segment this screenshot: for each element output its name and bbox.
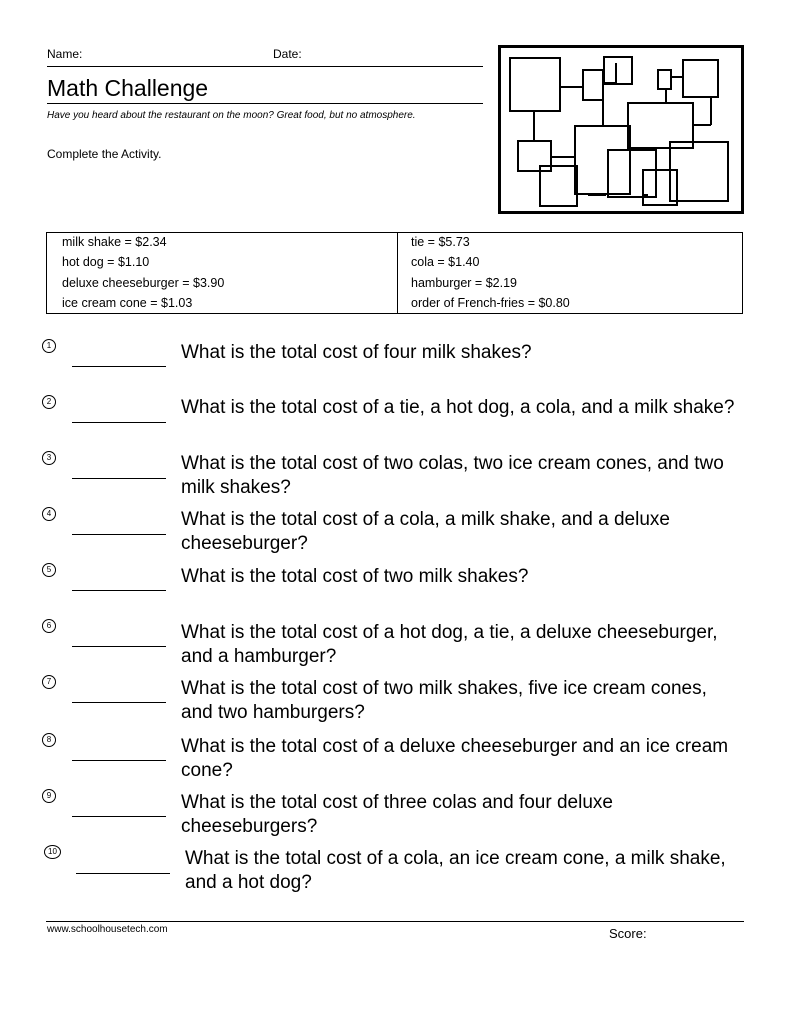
price-table-divider — [397, 233, 398, 313]
question-number-badge: 3 — [42, 451, 56, 465]
price-item: order of French-fries = $0.80 — [411, 296, 570, 310]
price-item: milk shake = $2.34 — [62, 235, 167, 249]
footer-url: www.schoolhousetech.com — [47, 924, 168, 935]
answer-blank-line[interactable] — [72, 760, 166, 761]
answer-blank-line[interactable] — [72, 646, 166, 647]
answer-blank-line[interactable] — [72, 534, 166, 535]
answer-blank-line[interactable] — [72, 702, 166, 703]
price-item: ice cream cone = $1.03 — [62, 296, 193, 310]
title-underline — [47, 103, 483, 104]
question-text: What is the total cost of a cola, an ice cream cone, a milk shake, and a hot dog? — [185, 848, 726, 893]
page-title: Math Challenge — [47, 75, 209, 101]
name-label: Name: — [47, 47, 83, 61]
answer-blank-line[interactable] — [72, 478, 166, 479]
question-text: What is the total cost of three colas and four deluxe cheeseburgers? — [181, 792, 613, 837]
answer-blank-line[interactable] — [72, 816, 166, 817]
question-text: What is the total cost of two milk shakes, five ice cream cones, and two hamburgers? — [181, 678, 707, 723]
question-text: What is the total cost of a tie, a hot dog, a cola, and a milk shake? — [181, 397, 735, 418]
question-number-badge: 9 — [42, 789, 56, 803]
question-text: What is the total cost of two milk shakes? — [181, 566, 529, 587]
question-text: What is the total cost of four milk shakes? — [181, 342, 532, 363]
question-text: What is the total cost of a deluxe cheeseburger and an ice cream cone? — [181, 736, 729, 781]
answer-blank-line[interactable] — [76, 873, 170, 874]
question-text: What is the total cost of a cola, a milk shake, and a deluxe cheeseburger? — [181, 509, 670, 554]
question-number-badge: 2 — [42, 395, 56, 409]
question-number-badge: 5 — [42, 563, 56, 577]
question-number-badge: 1 — [42, 339, 56, 353]
price-item: tie = $5.73 — [411, 235, 470, 249]
instructions-text: Complete the Activity. — [47, 147, 162, 161]
price-item: hamburger = $2.19 — [411, 276, 517, 290]
decorative-squares-image — [498, 45, 744, 214]
score-label: Score: — [609, 926, 647, 941]
question-number-badge: 10 — [44, 845, 61, 859]
question-text: What is the total cost of a hot dog, a tie, a deluxe cheeseburger, and a hamburger? — [181, 622, 718, 667]
question-number-badge: 6 — [42, 619, 56, 633]
question-number-badge: 7 — [42, 675, 56, 689]
price-item: cola = $1.40 — [411, 255, 480, 269]
price-table — [46, 232, 743, 314]
question-text: What is the total cost of two colas, two ice cream cones, and two milk shakes? — [181, 453, 724, 498]
price-item: deluxe cheeseburger = $3.90 — [62, 276, 225, 290]
name-date-line — [47, 66, 483, 67]
answer-blank-line[interactable] — [72, 366, 166, 367]
date-label: Date: — [273, 47, 302, 61]
question-number-badge: 4 — [42, 507, 56, 521]
price-item: hot dog = $1.10 — [62, 255, 150, 269]
answer-blank-line[interactable] — [72, 590, 166, 591]
joke-text: Have you heard about the restaurant on the moon? Great food, but no atmosphere. — [47, 110, 416, 121]
question-number-badge: 8 — [42, 733, 56, 747]
answer-blank-line[interactable] — [72, 422, 166, 423]
footer-line — [46, 921, 744, 922]
